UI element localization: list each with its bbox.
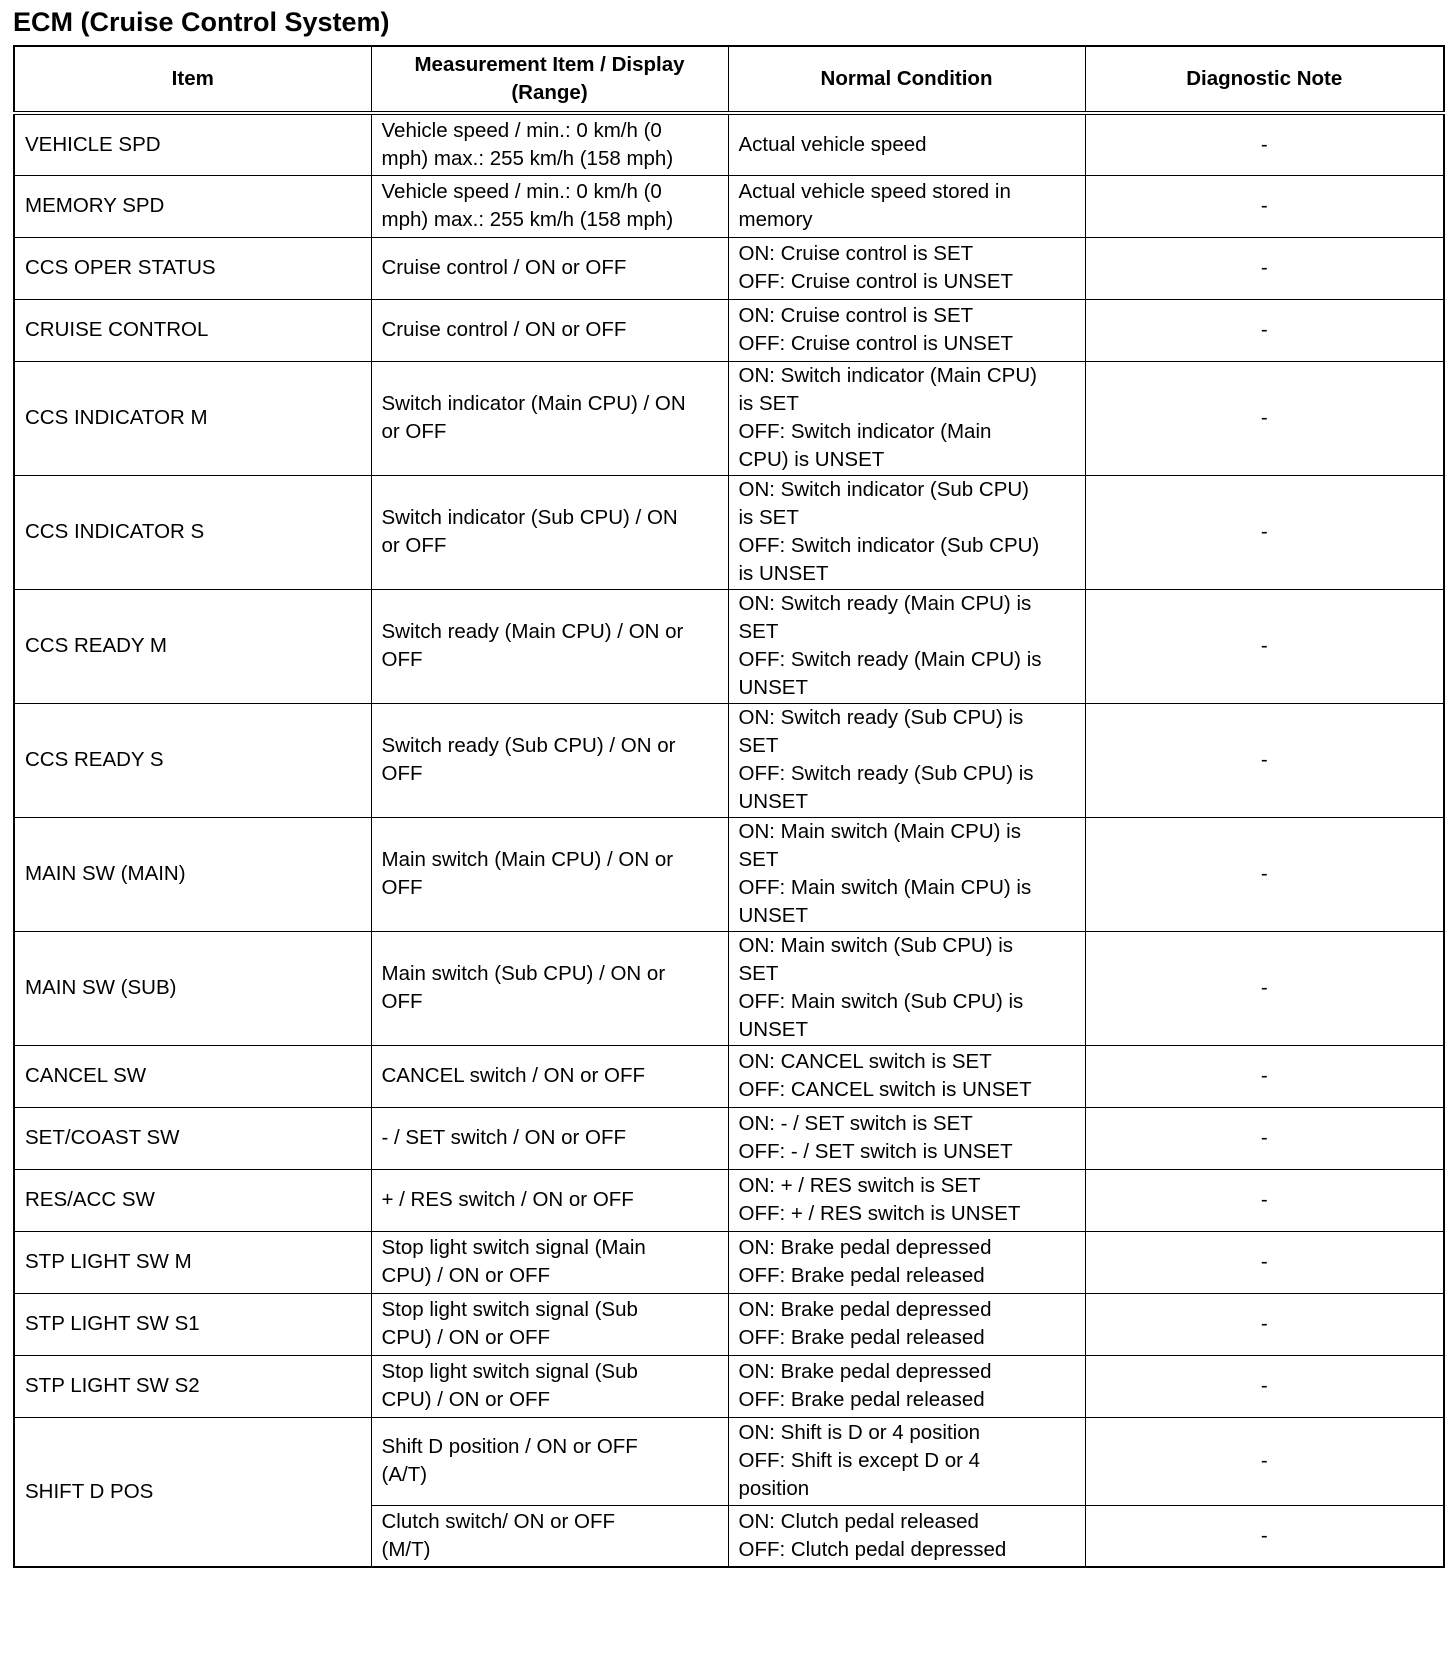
cell-measurement: Vehicle speed / min.: 0 km/h (0 mph) max.: 255 km/h (158 mph) <box>371 175 728 237</box>
table-row <box>14 1045 1444 1107</box>
data-table <box>13 45 1445 1568</box>
cell-normal-condition: Actual vehicle speed stored in memory <box>728 175 1085 237</box>
cell-diagnostic-note: - <box>1085 361 1444 475</box>
cell-normal-condition: ON: - / SET switch is SET OFF: - / SET switch is UNSET <box>728 1107 1085 1169</box>
cell-measurement: Switch indicator (Main CPU) / ON or OFF <box>371 361 728 475</box>
table-row <box>14 931 1444 1045</box>
cell-item: RES/ACC SW <box>14 1169 371 1231</box>
cell-diagnostic-note: - <box>1085 1045 1444 1107</box>
table-row <box>14 1107 1444 1169</box>
table-row <box>14 475 1444 589</box>
table-row <box>14 703 1444 817</box>
table-row <box>14 1169 1444 1231</box>
cell-measurement: Vehicle speed / min.: 0 km/h (0 mph) max.: 255 km/h (158 mph) <box>371 113 728 175</box>
cell-item: MAIN SW (SUB) <box>14 931 371 1045</box>
cell-item: VEHICLE SPD <box>14 113 371 175</box>
cell-measurement: Clutch switch/ ON or OFF (M/T) <box>371 1505 728 1567</box>
cell-item: CCS READY S <box>14 703 371 817</box>
header-measurement: Measurement Item / Display (Range) <box>371 46 728 113</box>
cell-normal-condition: ON: Switch ready (Main CPU) is SET OFF: Switch ready (Main CPU) is UNSET <box>728 589 1085 703</box>
cell-diagnostic-note: - <box>1085 817 1444 931</box>
cell-measurement: - / SET switch / ON or OFF <box>371 1107 728 1169</box>
cell-measurement: Switch ready (Main CPU) / ON or OFF <box>371 589 728 703</box>
cell-normal-condition: ON: Brake pedal depressed OFF: Brake pedal released <box>728 1231 1085 1293</box>
table-row <box>14 589 1444 703</box>
cell-measurement: Stop light switch signal (Sub CPU) / ON or OFF <box>371 1355 728 1417</box>
cell-measurement: Stop light switch signal (Main CPU) / ON or OFF <box>371 1231 728 1293</box>
table-row <box>14 1231 1444 1293</box>
cell-measurement: Shift D position / ON or OFF (A/T) <box>371 1417 728 1505</box>
cell-normal-condition: ON: Clutch pedal released OFF: Clutch pedal depressed <box>728 1505 1085 1567</box>
cell-item: CCS INDICATOR M <box>14 361 371 475</box>
cell-normal-condition: ON: Switch indicator (Main CPU) is SET OFF: Switch indicator (Main CPU) is UNSET <box>728 361 1085 475</box>
table-row <box>14 175 1444 237</box>
cell-measurement: Cruise control / ON or OFF <box>371 237 728 299</box>
cell-measurement: Main switch (Sub CPU) / ON or OFF <box>371 931 728 1045</box>
cell-measurement: Main switch (Main CPU) / ON or OFF <box>371 817 728 931</box>
cell-normal-condition: ON: Switch indicator (Sub CPU) is SET OFF: Switch indicator (Sub CPU) is UNSET <box>728 475 1085 589</box>
cell-normal-condition: ON: Brake pedal depressed OFF: Brake pedal released <box>728 1293 1085 1355</box>
cell-item: SET/COAST SW <box>14 1107 371 1169</box>
cell-item: STP LIGHT SW S1 <box>14 1293 371 1355</box>
cell-measurement: Stop light switch signal (Sub CPU) / ON or OFF <box>371 1293 728 1355</box>
cell-diagnostic-note: - <box>1085 1293 1444 1355</box>
cell-normal-condition: ON: Brake pedal depressed OFF: Brake pedal released <box>728 1355 1085 1417</box>
cell-item: MAIN SW (MAIN) <box>14 817 371 931</box>
table-row <box>14 1417 1444 1505</box>
page-title: ECM (Cruise Control System) <box>13 7 390 37</box>
table-row <box>14 817 1444 931</box>
table-row <box>14 361 1444 475</box>
cell-diagnostic-note: - <box>1085 1355 1444 1417</box>
cell-diagnostic-note: - <box>1085 475 1444 589</box>
cell-diagnostic-note: - <box>1085 1231 1444 1293</box>
cell-normal-condition: ON: Shift is D or 4 position OFF: Shift is except D or 4 position <box>728 1417 1085 1505</box>
cell-normal-condition: ON: Cruise control is SET OFF: Cruise control is UNSET <box>728 237 1085 299</box>
cell-diagnostic-note: - <box>1085 703 1444 817</box>
cell-item: CANCEL SW <box>14 1045 371 1107</box>
cell-measurement: CANCEL switch / ON or OFF <box>371 1045 728 1107</box>
table-row <box>14 237 1444 299</box>
cell-measurement: Switch ready (Sub CPU) / ON or OFF <box>371 703 728 817</box>
cell-item: CCS INDICATOR S <box>14 475 371 589</box>
cell-normal-condition: Actual vehicle speed <box>728 113 1085 175</box>
cell-normal-condition: ON: Main switch (Sub CPU) is SET OFF: Main switch (Sub CPU) is UNSET <box>728 931 1085 1045</box>
cell-diagnostic-note: - <box>1085 1107 1444 1169</box>
header-item: Item <box>14 46 371 113</box>
cell-normal-condition: ON: Switch ready (Sub CPU) is SET OFF: Switch ready (Sub CPU) is UNSET <box>728 703 1085 817</box>
header-row <box>14 46 1444 113</box>
cell-measurement: Cruise control / ON or OFF <box>371 299 728 361</box>
header-diagnostic-note: Diagnostic Note <box>1085 46 1444 113</box>
table-row <box>14 1293 1444 1355</box>
header-normal-condition: Normal Condition <box>728 46 1085 113</box>
cell-diagnostic-note: - <box>1085 931 1444 1045</box>
cell-diagnostic-note: - <box>1085 237 1444 299</box>
cell-normal-condition: ON: Cruise control is SET OFF: Cruise control is UNSET <box>728 299 1085 361</box>
table-row <box>14 113 1444 175</box>
cell-normal-condition: ON: CANCEL switch is SET OFF: CANCEL switch is UNSET <box>728 1045 1085 1107</box>
cell-item: CRUISE CONTROL <box>14 299 371 361</box>
cell-item: SHIFT D POS <box>14 1417 371 1567</box>
cell-item: MEMORY SPD <box>14 175 371 237</box>
table-row <box>14 299 1444 361</box>
cell-item: CCS OPER STATUS <box>14 237 371 299</box>
cell-diagnostic-note: - <box>1085 589 1444 703</box>
cell-normal-condition: ON: + / RES switch is SET OFF: + / RES switch is UNSET <box>728 1169 1085 1231</box>
cell-item: CCS READY M <box>14 589 371 703</box>
cell-diagnostic-note: - <box>1085 175 1444 237</box>
cell-item: STP LIGHT SW M <box>14 1231 371 1293</box>
cell-diagnostic-note: - <box>1085 299 1444 361</box>
cell-normal-condition: ON: Main switch (Main CPU) is SET OFF: Main switch (Main CPU) is UNSET <box>728 817 1085 931</box>
cell-diagnostic-note: - <box>1085 1169 1444 1231</box>
cell-diagnostic-note: - <box>1085 1505 1444 1567</box>
cell-measurement: + / RES switch / ON or OFF <box>371 1169 728 1231</box>
cell-diagnostic-note: - <box>1085 113 1444 175</box>
table-row <box>14 1355 1444 1417</box>
cell-measurement: Switch indicator (Sub CPU) / ON or OFF <box>371 475 728 589</box>
cell-diagnostic-note: - <box>1085 1417 1444 1505</box>
cell-item: STP LIGHT SW S2 <box>14 1355 371 1417</box>
